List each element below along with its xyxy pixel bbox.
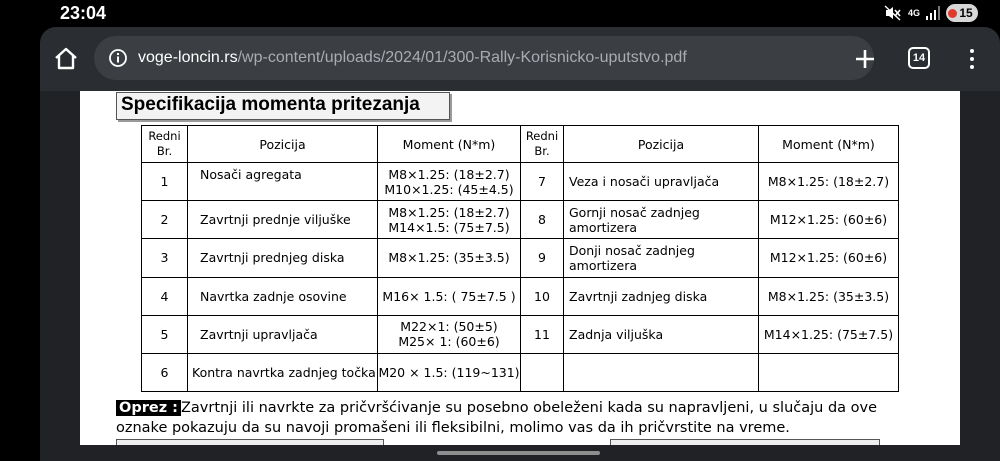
row-moment: M8×1.25: (35±3.5) bbox=[378, 239, 521, 277]
header-no-right bbox=[521, 126, 564, 163]
pdf-page bbox=[80, 91, 960, 445]
row-position: Navrtka zadnje osovine bbox=[188, 277, 378, 315]
row-number: 3 bbox=[142, 239, 188, 277]
row-number: 4 bbox=[142, 277, 188, 315]
row-position: Zavrtnji upravljača bbox=[188, 315, 378, 353]
row-number: 8 bbox=[521, 201, 564, 239]
row-moment: M12×1.25: (60±6) bbox=[759, 239, 899, 277]
row-position: Zavrtnji prednje viljuške bbox=[188, 201, 378, 239]
moment-line: M10×1.25: (45±4.5) bbox=[384, 181, 514, 197]
header-moment-right: Moment (N*m) bbox=[759, 126, 899, 163]
moment-line: M25× 1: (60±6) bbox=[398, 334, 500, 350]
row-moment: M8×1.25: (18±2.7) bbox=[759, 163, 899, 201]
info-icon[interactable] bbox=[108, 48, 128, 68]
network-type-label: 4G bbox=[907, 7, 920, 18]
browser-toolbar bbox=[40, 27, 1000, 91]
table-row bbox=[142, 353, 899, 391]
gesture-home-indicator[interactable] bbox=[437, 451, 600, 455]
warning-label: Oprez : bbox=[116, 400, 181, 416]
url-host: voge-loncin.rs bbox=[138, 49, 238, 66]
row-moment: M14×1.25: (75±7.5) bbox=[759, 315, 899, 353]
row-number: 1 bbox=[142, 163, 188, 201]
header-moment-left: Moment (N*m) bbox=[378, 126, 521, 163]
row-moment: M20 × 1.5: (119~131) bbox=[378, 353, 521, 391]
moment-line: M22×1: (50±5) bbox=[400, 319, 498, 335]
header-no-line2: Br. bbox=[156, 144, 173, 158]
warning-note bbox=[116, 398, 916, 438]
table-row bbox=[142, 201, 899, 239]
table-row bbox=[142, 315, 899, 353]
row-number: 6 bbox=[142, 353, 188, 391]
battery-low-dot bbox=[948, 9, 957, 18]
row-number: 2 bbox=[142, 201, 188, 239]
row-moment bbox=[759, 353, 899, 391]
row-number: 9 bbox=[521, 239, 564, 277]
header-no-line2: Br. bbox=[534, 144, 550, 158]
row-moment bbox=[378, 201, 521, 239]
signal-icon bbox=[926, 6, 940, 20]
torque-spec-table bbox=[141, 125, 899, 392]
header-position-left: Pozicija bbox=[188, 126, 378, 163]
row-number bbox=[521, 353, 564, 391]
row-moment: M12×1.25: (60±6) bbox=[759, 201, 899, 239]
row-position: Nosači agregata bbox=[188, 163, 378, 201]
pdf-viewer[interactable] bbox=[40, 91, 1000, 461]
next-section-box-left bbox=[116, 439, 384, 445]
moment-line: M8×1.25: (18±2.7) bbox=[388, 166, 510, 182]
warning-text: Zavrtnji ili navrkte za pričvršćivanje su posebno obeleženi kada su napravljeni, u slučaju da ove oznake pokazuju da su navoji promašeni ili fleksibilni, molimo vas da ih pričvrstite na vreme. bbox=[116, 400, 878, 436]
row-position: Zavrtnji zadnjeg diska bbox=[564, 277, 759, 315]
menu-icon[interactable] bbox=[965, 46, 979, 72]
row-position: Gornji nosač zadnjeg amortizera bbox=[564, 201, 759, 239]
row-moment bbox=[378, 163, 521, 201]
plus-icon[interactable] bbox=[850, 44, 880, 74]
row-position bbox=[564, 353, 759, 391]
row-number: 10 bbox=[521, 277, 564, 315]
tab-switcher-button[interactable]: 14 bbox=[908, 47, 930, 69]
table-row bbox=[142, 277, 899, 315]
table-row bbox=[142, 163, 899, 201]
mute-icon bbox=[884, 5, 902, 21]
row-position: Kontra navrtka zadnjeg točka bbox=[188, 353, 378, 391]
header-no-left bbox=[142, 126, 188, 163]
battery-icon bbox=[946, 4, 978, 22]
page-title: Specifikacija momenta pritezanja bbox=[116, 92, 450, 120]
moment-line: M8×1.25: (18±2.7) bbox=[388, 204, 510, 220]
header-no-line1: Redni bbox=[525, 129, 559, 143]
status-bar bbox=[0, 0, 1000, 27]
row-position: Donji nosač zadnjeg amortizera bbox=[564, 239, 759, 277]
row-position: Zavrtnji prednjeg diska bbox=[188, 239, 378, 277]
row-moment: M8×1.25: (35±3.5) bbox=[759, 277, 899, 315]
header-no-line1: Redni bbox=[148, 129, 181, 143]
table-row bbox=[142, 239, 899, 277]
clock: 23:04 bbox=[60, 3, 107, 23]
row-number: 7 bbox=[521, 163, 564, 201]
url-path: /wp-content/uploads/2024/01/300-Rally-Korisnicko-uputstvo.pdf bbox=[237, 49, 687, 66]
row-number: 11 bbox=[521, 315, 564, 353]
next-section-box-right bbox=[610, 439, 880, 445]
row-moment: M16× 1.5: ( 75±7.5 ) bbox=[378, 277, 521, 315]
battery-level: 15 bbox=[959, 6, 973, 20]
url-text[interactable] bbox=[138, 49, 687, 67]
moment-line: M14×1.5: (75±7.5) bbox=[388, 219, 510, 235]
row-number: 5 bbox=[142, 315, 188, 353]
header-position-right: Pozicija bbox=[564, 126, 759, 163]
address-bar[interactable] bbox=[94, 36, 874, 80]
row-position: Veza i nosači upravljača bbox=[564, 163, 759, 201]
table-header-row bbox=[142, 126, 899, 163]
row-position: Zadnja viljuška bbox=[564, 315, 759, 353]
home-icon[interactable] bbox=[52, 45, 80, 73]
status-icons bbox=[884, 4, 978, 22]
row-moment bbox=[378, 315, 521, 353]
